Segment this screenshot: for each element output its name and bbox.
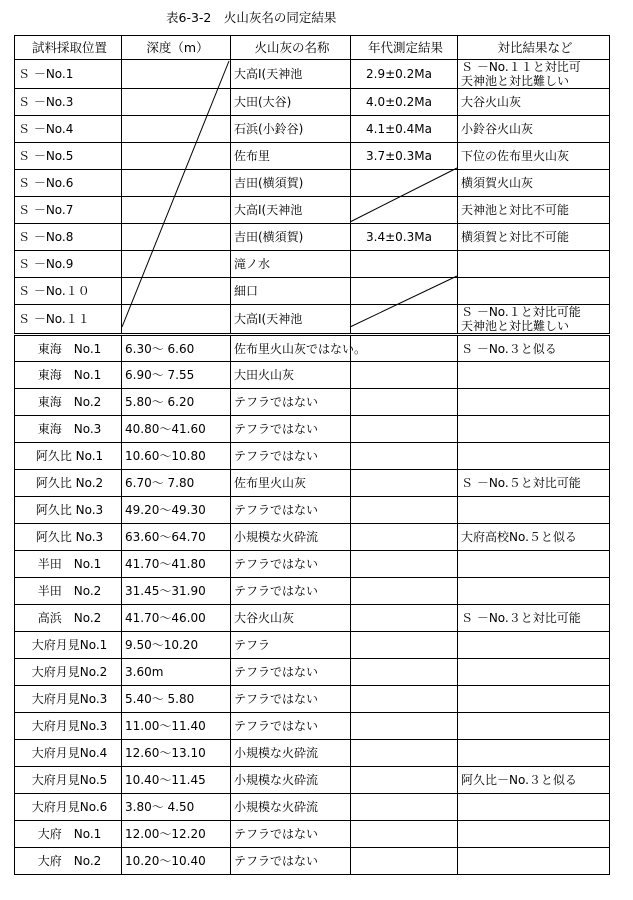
- sample-position: 阿久比 No.1: [15, 443, 122, 470]
- age-result: [351, 278, 458, 305]
- table-row: [15, 713, 610, 740]
- ash-name: テフラ: [231, 632, 351, 659]
- ash-name: テフラではない: [231, 578, 351, 605]
- age-result: 4.1±0.4Ma: [351, 116, 458, 143]
- sample-position: Ｓ －No.7: [15, 197, 122, 224]
- notes-cell: [458, 632, 610, 659]
- sample-position: Ｓ －No.1: [15, 60, 122, 89]
- table-row: [15, 305, 610, 335]
- notes-cell: [458, 578, 610, 605]
- ash-name: 佐布里火山灰: [231, 470, 351, 497]
- table-row: [15, 362, 610, 389]
- sample-position: 大府月見No.6: [15, 794, 122, 821]
- depth-range: 6.70～ 7.80: [122, 470, 231, 497]
- age-result: 3.4±0.3Ma: [351, 224, 458, 251]
- sample-position: Ｓ －No.１１: [15, 305, 122, 335]
- sample-position: 大府月見No.2: [15, 659, 122, 686]
- depth-range: 11.00～11.40: [122, 713, 231, 740]
- header-depth: 深度（m）: [122, 36, 231, 60]
- notes-line: 大谷火山灰: [461, 95, 522, 109]
- age-result: [351, 821, 458, 848]
- notes-cell: [458, 551, 610, 578]
- depth-cell: [122, 170, 231, 197]
- ash-name: テフラではない: [231, 551, 351, 578]
- ash-name: テフラではない: [231, 659, 351, 686]
- notes-cell: [458, 497, 610, 524]
- ash-name: テフラではない: [231, 416, 351, 443]
- sample-position: 大府 No.2: [15, 848, 122, 875]
- table-row: [15, 224, 610, 251]
- table-row: [15, 416, 610, 443]
- notes-cell: [458, 659, 610, 686]
- sample-position: Ｓ －No.１０: [15, 278, 122, 305]
- table-row: [15, 335, 610, 362]
- age-result: [351, 197, 458, 224]
- table-row: [15, 794, 610, 821]
- ash-name: 小規模な火砕流: [231, 767, 351, 794]
- notes-line: 小鈴谷火山灰: [461, 122, 534, 136]
- header-row: [15, 36, 610, 60]
- age-result: 3.7±0.3Ma: [351, 143, 458, 170]
- ash-name: 滝ノ水: [231, 251, 351, 278]
- table-row: [15, 197, 610, 224]
- ash-name: 細口: [231, 278, 351, 305]
- age-result: [351, 470, 458, 497]
- table-row: [15, 89, 610, 116]
- age-result: [351, 497, 458, 524]
- age-result: [351, 170, 458, 197]
- depth-range: 40.80～41.60: [122, 416, 231, 443]
- age-result: [351, 335, 458, 362]
- table-row: [15, 767, 610, 794]
- notes-cell: [458, 794, 610, 821]
- header-age: 年代測定結果: [351, 36, 458, 60]
- age-result: [351, 305, 458, 335]
- notes-cell: [458, 305, 610, 335]
- age-result: 4.0±0.2Ma: [351, 89, 458, 116]
- age-result: [351, 251, 458, 278]
- depth-cell: [122, 143, 231, 170]
- table-row: [15, 632, 610, 659]
- age-result: [351, 659, 458, 686]
- age-result: [351, 551, 458, 578]
- age-result: [351, 578, 458, 605]
- sample-position: 高浜 No.2: [15, 605, 122, 632]
- table-row: [15, 170, 610, 197]
- age-result: [351, 740, 458, 767]
- ash-name: テフラではない: [231, 821, 351, 848]
- table-row: [15, 578, 610, 605]
- ash-name: 石浜(小鈴谷): [231, 116, 351, 143]
- header-position: 試料採取位置: [15, 36, 122, 60]
- age-result: [351, 632, 458, 659]
- ash-name: テフラではない: [231, 686, 351, 713]
- notes-cell: 阿久比－No.３と似る: [458, 767, 610, 794]
- table-row: [15, 821, 610, 848]
- ash-name: テフラではない: [231, 443, 351, 470]
- table-row: [15, 251, 610, 278]
- ash-name: テフラではない: [231, 497, 351, 524]
- notes-cell: [458, 224, 610, 251]
- sample-position: 大府月見No.3: [15, 686, 122, 713]
- notes-line: 天神池と対比難しい: [461, 319, 570, 333]
- depth-range: 41.70～46.00: [122, 605, 231, 632]
- notes-cell: [458, 848, 610, 875]
- notes-cell: [458, 60, 610, 89]
- ash-name: 大谷火山灰: [231, 605, 351, 632]
- sample-position: 大府月見No.3: [15, 713, 122, 740]
- age-result: [351, 362, 458, 389]
- header-ash-name: 火山灰の名称: [231, 36, 351, 60]
- notes-cell: [458, 740, 610, 767]
- table-row: [15, 278, 610, 305]
- table-row: [15, 116, 610, 143]
- notes-line: Ｓ －No.１１と対比可: [461, 60, 581, 74]
- notes-line: 横須賀火山灰: [461, 176, 534, 190]
- sample-position: 大府 No.1: [15, 821, 122, 848]
- notes-line: 天神池と対比不可能: [461, 203, 570, 217]
- notes-cell: [458, 197, 610, 224]
- depth-cell: [122, 89, 231, 116]
- depth-range: 12.00～12.20: [122, 821, 231, 848]
- table-row: [15, 551, 610, 578]
- ash-name: 佐布里: [231, 143, 351, 170]
- depth-range: 63.60～64.70: [122, 524, 231, 551]
- sample-position: 大府月見No.4: [15, 740, 122, 767]
- age-result: [351, 389, 458, 416]
- results-table: [14, 35, 610, 875]
- table-row: [15, 524, 610, 551]
- age-result: [351, 443, 458, 470]
- table-row: [15, 659, 610, 686]
- notes-cell: [458, 251, 610, 278]
- depth-range: 9.50～10.20: [122, 632, 231, 659]
- sample-position: 大府月見No.1: [15, 632, 122, 659]
- depth-range: 6.30～ 6.60: [122, 335, 231, 362]
- notes-cell: [458, 443, 610, 470]
- depth-range: 3.80～ 4.50: [122, 794, 231, 821]
- sample-position: Ｓ －No.9: [15, 251, 122, 278]
- notes-cell: Ｓ －No.３と対比可能: [458, 605, 610, 632]
- notes-cell: [458, 170, 610, 197]
- table-row: [15, 686, 610, 713]
- notes-line: 天神池と対比難しい: [461, 74, 570, 88]
- ash-name: 大高Ⅰ(天神池: [231, 60, 351, 89]
- table-row: [15, 497, 610, 524]
- ash-name: 大高Ⅰ(天神池: [231, 197, 351, 224]
- sample-position: Ｓ －No.6: [15, 170, 122, 197]
- table-row: [15, 848, 610, 875]
- ash-name: 小規模な火砕流: [231, 740, 351, 767]
- sample-position: 東海 No.1: [15, 335, 122, 362]
- depth-cell: [122, 60, 231, 89]
- ash-name: 吉田(横須賀): [231, 170, 351, 197]
- depth-range: 6.90～ 7.55: [122, 362, 231, 389]
- notes-cell: Ｓ －No.３と似る: [458, 335, 610, 362]
- ash-name: 大高Ⅰ(天神池: [231, 305, 351, 335]
- notes-line: 横須賀と対比不可能: [461, 230, 570, 244]
- depth-range: 10.20～10.40: [122, 848, 231, 875]
- sample-position: 阿久比 No.2: [15, 470, 122, 497]
- notes-cell: [458, 686, 610, 713]
- table-caption: 表6-3-2 火山灰名の同定結果: [166, 10, 337, 25]
- depth-range: 49.20～49.30: [122, 497, 231, 524]
- sample-position: 東海 No.3: [15, 416, 122, 443]
- notes-cell: [458, 143, 610, 170]
- ash-name: 大田火山灰: [231, 362, 351, 389]
- sample-position: 半田 No.1: [15, 551, 122, 578]
- depth-range: 3.60m: [122, 659, 231, 686]
- depth-range: 5.80～ 6.20: [122, 389, 231, 416]
- age-result: [351, 686, 458, 713]
- age-result: 2.9±0.2Ma: [351, 60, 458, 89]
- ash-name: テフラではない: [231, 848, 351, 875]
- age-result: [351, 848, 458, 875]
- sample-position: Ｓ －No.4: [15, 116, 122, 143]
- notes-line: 下位の佐布里火山灰: [461, 149, 570, 163]
- table-row: [15, 470, 610, 497]
- table-row: [15, 605, 610, 632]
- results-table-wrapper: [14, 35, 609, 871]
- age-result: [351, 605, 458, 632]
- notes-cell: [458, 821, 610, 848]
- ash-name: 小規模な火砕流: [231, 794, 351, 821]
- notes-cell: [458, 362, 610, 389]
- sample-position: 阿久比 No.3: [15, 497, 122, 524]
- depth-cell: [122, 305, 231, 335]
- sample-position: Ｓ －No.5: [15, 143, 122, 170]
- sample-position: 東海 No.1: [15, 362, 122, 389]
- table-row: [15, 443, 610, 470]
- depth-cell: [122, 116, 231, 143]
- sample-position: 大府月見No.5: [15, 767, 122, 794]
- depth-range: 12.60～13.10: [122, 740, 231, 767]
- notes-cell: [458, 278, 610, 305]
- ash-name: 大田(大谷): [231, 89, 351, 116]
- depth-range: 10.60～10.80: [122, 443, 231, 470]
- header-notes: 対比結果など: [458, 36, 610, 60]
- table-row: [15, 740, 610, 767]
- notes-cell: [458, 389, 610, 416]
- notes-cell: [458, 713, 610, 740]
- notes-cell: 大府高校No.５と似る: [458, 524, 610, 551]
- depth-cell: [122, 224, 231, 251]
- depth-range: 31.45～31.90: [122, 578, 231, 605]
- notes-cell: [458, 89, 610, 116]
- notes-cell: [458, 416, 610, 443]
- depth-range: 5.40～ 5.80: [122, 686, 231, 713]
- notes-cell: [458, 116, 610, 143]
- ash-name: 小規模な火砕流: [231, 524, 351, 551]
- ash-name: テフラではない: [231, 389, 351, 416]
- age-result: [351, 794, 458, 821]
- depth-cell: [122, 251, 231, 278]
- age-result: [351, 767, 458, 794]
- ash-name: 佐布里火山灰ではない。: [231, 335, 351, 362]
- table-row: [15, 389, 610, 416]
- ash-name: テフラではない: [231, 713, 351, 740]
- depth-cell: [122, 278, 231, 305]
- sample-position: 阿久比 No.3: [15, 524, 122, 551]
- ash-name: 吉田(横須賀): [231, 224, 351, 251]
- age-result: [351, 416, 458, 443]
- depth-range: 41.70～41.80: [122, 551, 231, 578]
- sample-position: Ｓ －No.8: [15, 224, 122, 251]
- table-row: [15, 60, 610, 89]
- notes-cell: Ｓ －No.５と対比可能: [458, 470, 610, 497]
- sample-position: Ｓ －No.3: [15, 89, 122, 116]
- sample-position: 東海 No.2: [15, 389, 122, 416]
- age-result: [351, 713, 458, 740]
- depth-range: 10.40～11.45: [122, 767, 231, 794]
- table-row: [15, 143, 610, 170]
- sample-position: 半田 No.2: [15, 578, 122, 605]
- notes-line: Ｓ －No.１と対比可能: [461, 305, 581, 319]
- depth-cell: [122, 197, 231, 224]
- age-result: [351, 524, 458, 551]
